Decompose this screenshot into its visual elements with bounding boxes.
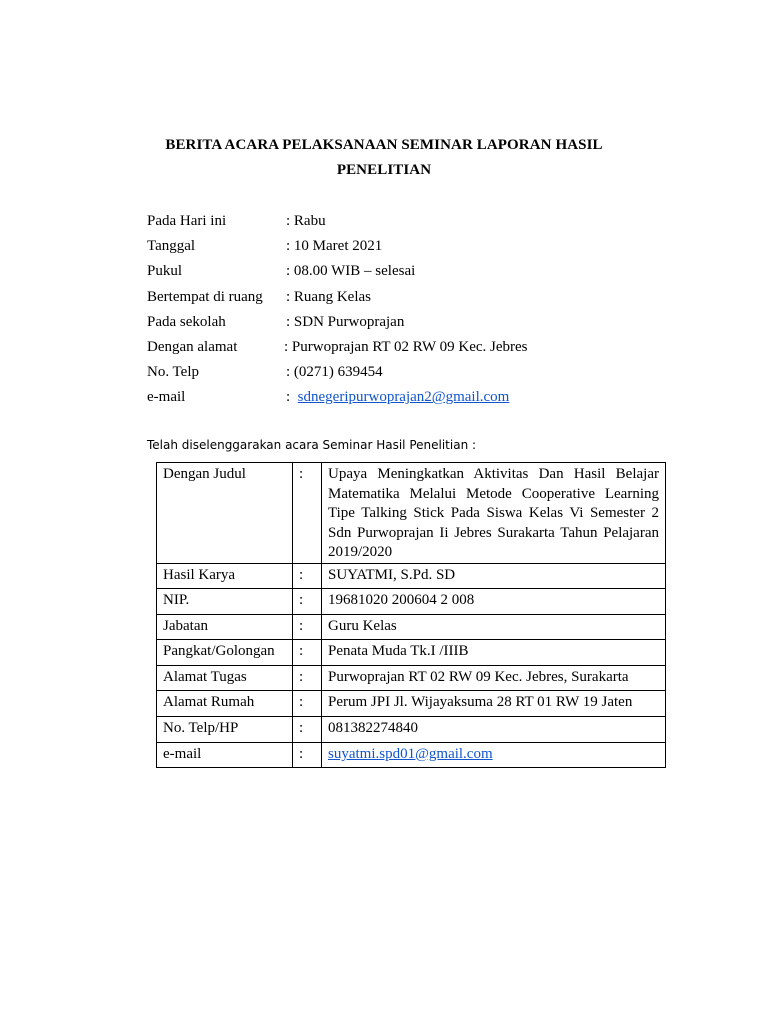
- intro-text: Telah diselenggarakan acara Seminar Hasil Penelitian :: [147, 438, 477, 452]
- info-value: [286, 389, 509, 406]
- table-row: [157, 589, 666, 615]
- row-separator: :: [293, 640, 322, 666]
- table-row: [157, 742, 666, 768]
- info-row-room: [147, 286, 667, 311]
- info-row-email: [147, 386, 667, 411]
- row-separator: :: [293, 665, 322, 691]
- event-info-list: [147, 210, 667, 412]
- row-label: Hasil Karya: [157, 563, 293, 589]
- row-value: [322, 742, 666, 768]
- row-label: Jabatan: [157, 614, 293, 640]
- row-label: No. Telp/HP: [157, 717, 293, 743]
- info-label: Pukul: [147, 263, 183, 280]
- info-value: : Rabu: [286, 213, 326, 229]
- table-row: [157, 665, 666, 691]
- info-value: : 08.00 WIB – selesai: [286, 263, 416, 280]
- row-separator: :: [293, 589, 322, 615]
- research-details-table: [156, 462, 666, 768]
- row-value: SUYATMI, S.Pd. SD: [322, 563, 666, 589]
- row-separator: :: [293, 742, 322, 768]
- info-label: Dengan alamat: [147, 338, 238, 355]
- row-label: Dengan Judul: [157, 463, 293, 564]
- info-row-phone: [147, 361, 667, 386]
- colon-separator: :: [286, 389, 291, 406]
- info-value: : (0271) 639454: [286, 364, 383, 381]
- row-separator: :: [293, 614, 322, 640]
- row-value: Purwoprajan RT 02 RW 09 Kec. Jebres, Surakarta: [322, 665, 666, 691]
- row-value: 081382274840: [322, 717, 666, 743]
- info-label: e-mail: [147, 389, 186, 406]
- info-label: Tanggal: [147, 238, 196, 255]
- info-value: : SDN Purwoprajan: [286, 313, 405, 330]
- row-separator: :: [293, 717, 322, 743]
- info-value: : 10 Maret 2021: [286, 238, 383, 255]
- document-title-line-2: PENELITIAN: [336, 162, 432, 178]
- school-email-link[interactable]: sdnegeripurwoprajan2@gmail.com: [297, 389, 510, 406]
- row-value: Guru Kelas: [322, 614, 666, 640]
- row-label: NIP.: [157, 589, 293, 615]
- table-row: [157, 463, 666, 564]
- info-row-school: [147, 311, 667, 336]
- info-label: Bertempat di ruang: [147, 288, 263, 305]
- table-row: [157, 563, 666, 589]
- row-separator: :: [293, 563, 322, 589]
- info-label: Pada Hari ini: [147, 213, 227, 229]
- info-row-date: [147, 235, 667, 260]
- table-row: [157, 691, 666, 717]
- document-title-line-1: BERITA ACARA PELAKSANAAN SEMINAR LAPORAN HASIL: [165, 137, 603, 153]
- row-value: Penata Muda Tk.I /IIIB: [322, 640, 666, 666]
- row-separator: :: [293, 463, 322, 564]
- info-value: : Ruang Kelas: [286, 288, 371, 305]
- info-value: : Purwoprajan RT 02 RW 09 Kec. Jebres: [284, 338, 528, 355]
- info-label: No. Telp: [147, 364, 200, 381]
- row-value: Upaya Meningkatkan Aktivitas Dan Hasil Belajar Matematika Melalui Metode Cooperative Learning Tipe Talking Stick Pada Siswa Kelas Vi Semester 2 Sdn Purwoprajan Ii Jebres Surakarta Tahun Pelajaran 2019/2020: [322, 463, 666, 564]
- table-row: [157, 640, 666, 666]
- info-row-day: [147, 210, 667, 235]
- row-label: Pangkat/Golongan: [157, 640, 293, 666]
- row-label: Alamat Rumah: [157, 691, 293, 717]
- table-row: [157, 614, 666, 640]
- row-value: 19681020 200604 2 008: [322, 589, 666, 615]
- row-label: Alamat Tugas: [157, 665, 293, 691]
- info-row-time: [147, 260, 667, 285]
- row-value: Perum JPI Jl. Wijayaksuma 28 RT 01 RW 19 Jaten: [322, 691, 666, 717]
- table-row: [157, 717, 666, 743]
- row-separator: :: [293, 691, 322, 717]
- author-email-link[interactable]: suyatmi.spd01@gmail.com: [328, 745, 493, 762]
- info-row-address: [147, 336, 667, 361]
- row-label: e-mail: [157, 742, 293, 768]
- info-label: Pada sekolah: [147, 313, 226, 330]
